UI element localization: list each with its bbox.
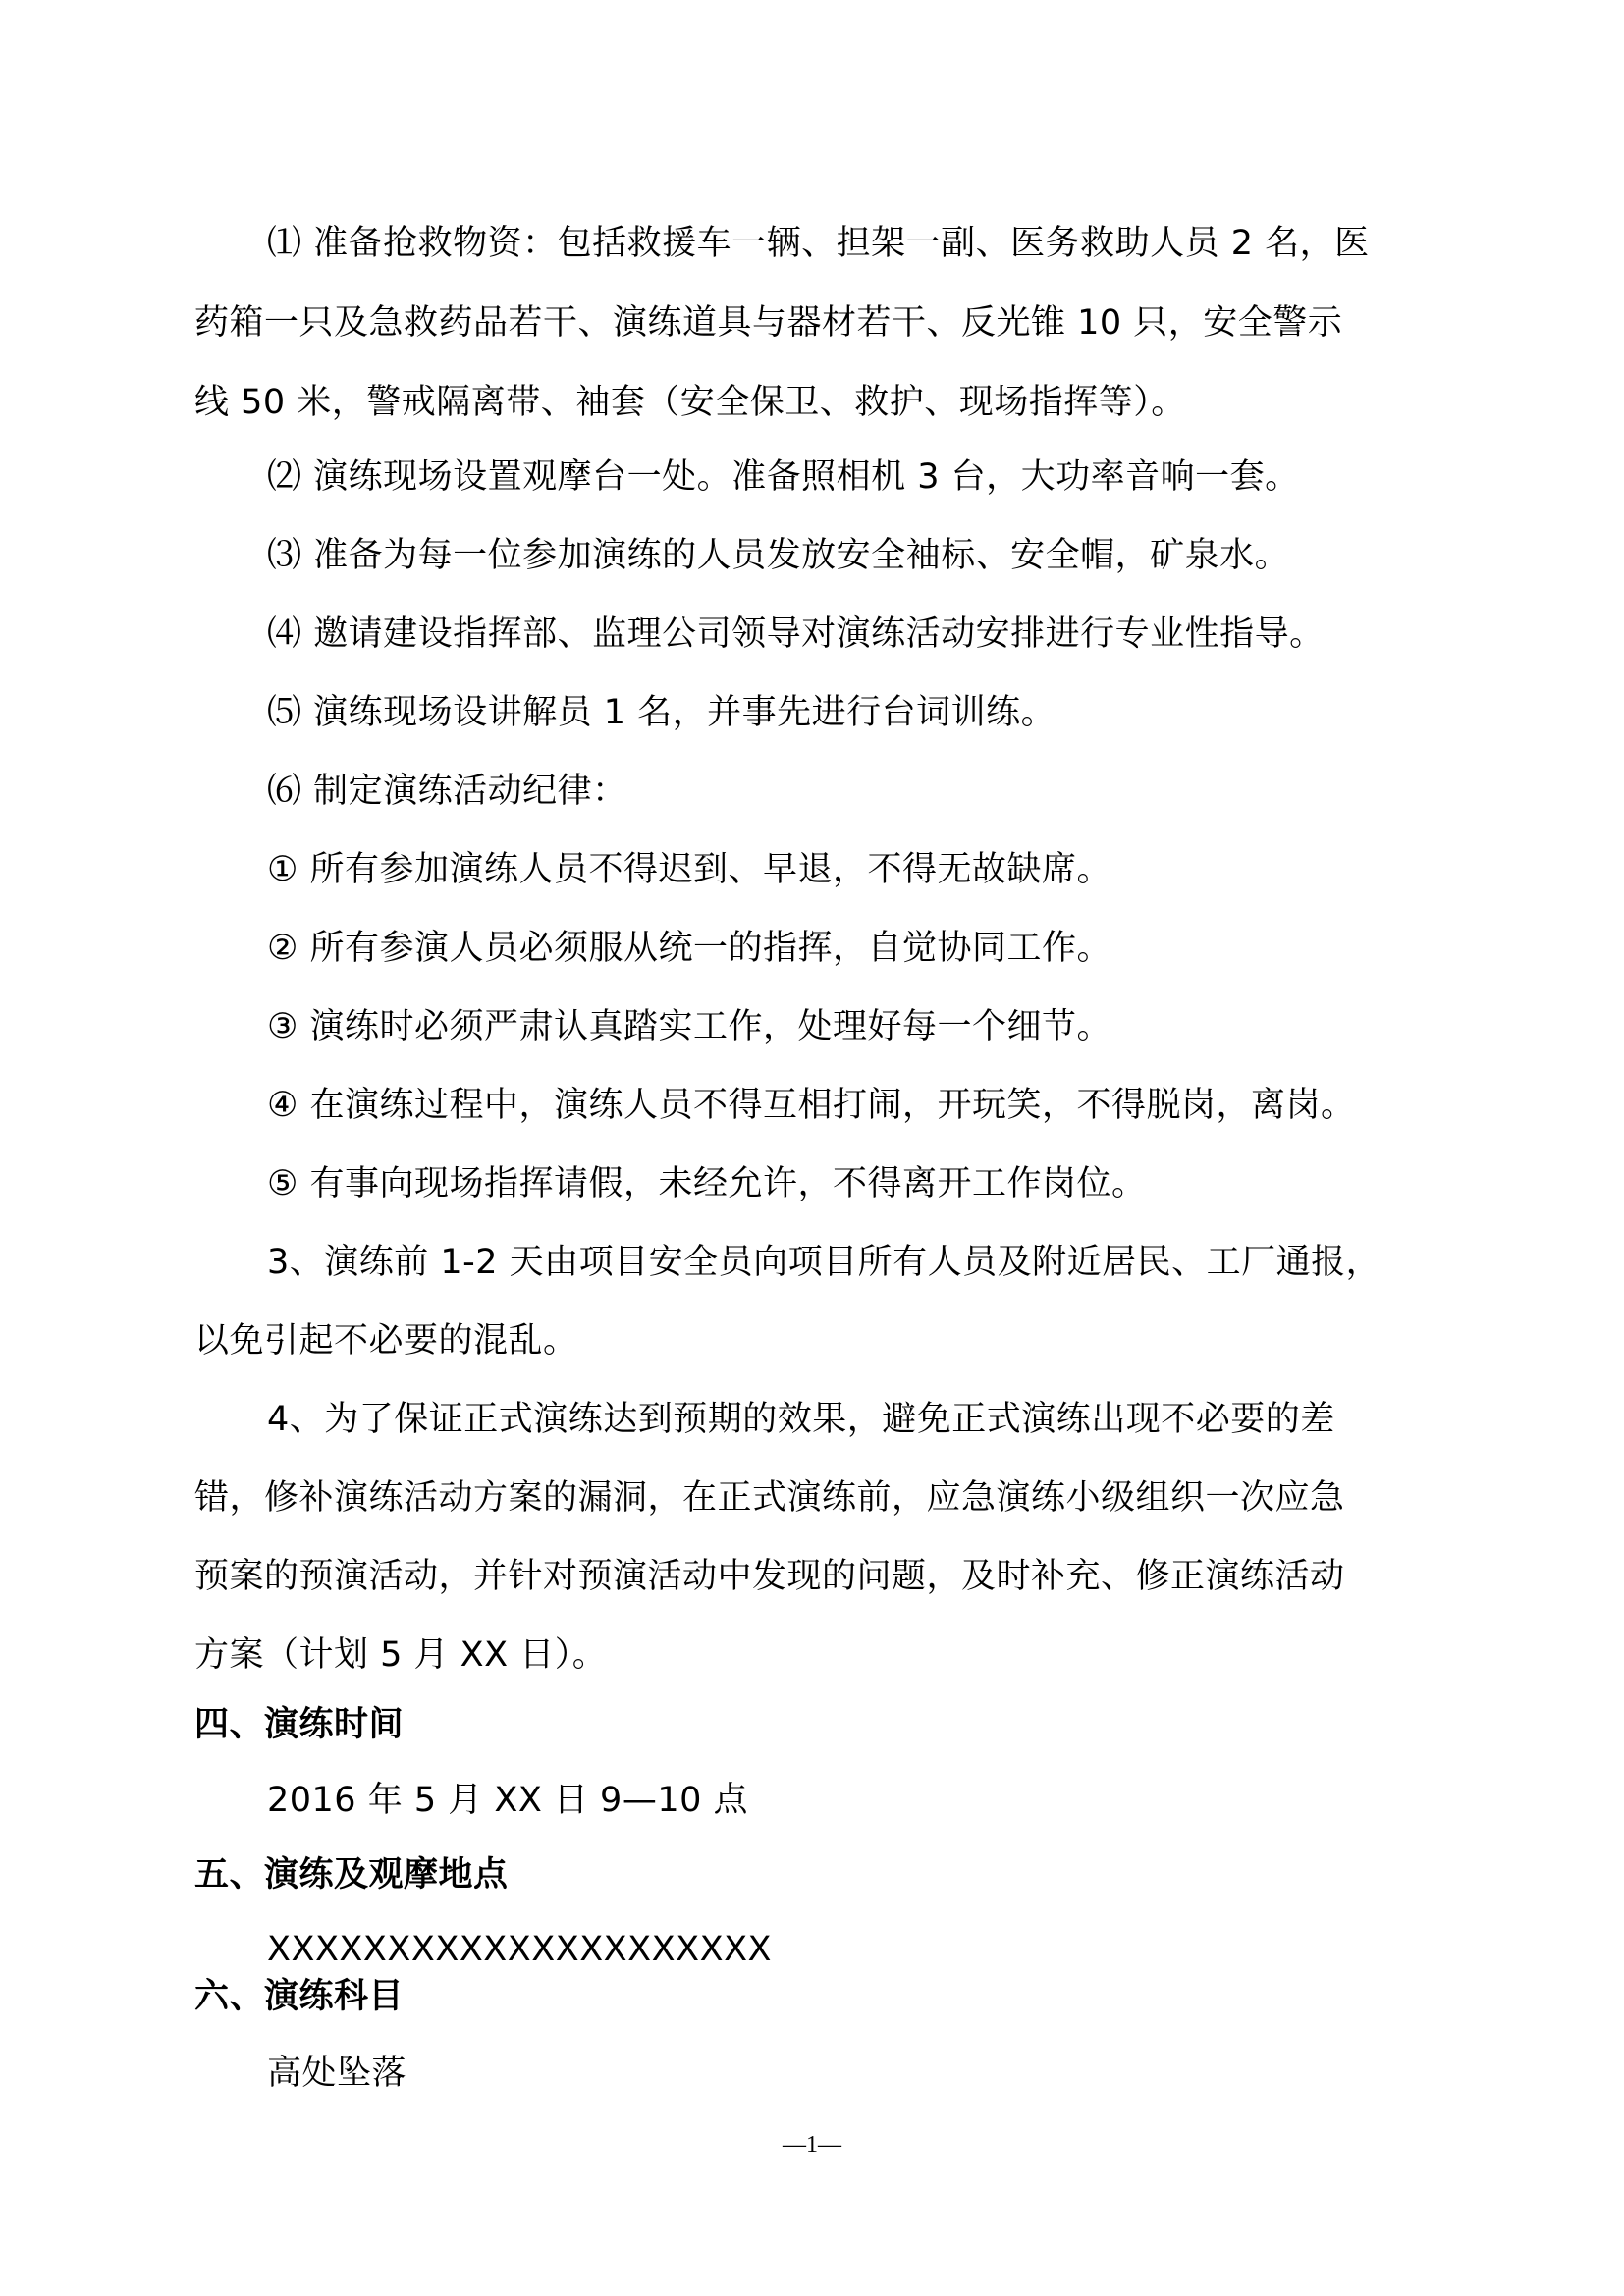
section-heading-subject: 六、演练科目	[194, 1977, 405, 2016]
item-4: ⑷ 邀请建设指挥部、监理公司领导对演练活动安排进行专业性指导。	[267, 614, 1325, 654]
section-heading-location: 五、演练及观摩地点	[194, 1855, 509, 1895]
section-content-location: XXXXXXXXXXXXXXXXXXXXX	[267, 1930, 773, 1969]
point-4-line-3: 预案的预演活动，并针对预演活动中发现的问题，及时补充、修正演练活动	[194, 1557, 1345, 1596]
section-heading-time: 四、演练时间	[194, 1705, 405, 1744]
point-4-line-1: 4、为了保证正式演练达到预期的效果，避免正式演练出现不必要的差	[267, 1400, 1335, 1439]
point-3-line-1: 3、演练前 1-2 天由项目安全员向项目所有人员及附近居民、工厂通报，	[267, 1243, 1381, 1282]
rule-4: ④ 在演练过程中，演练人员不得互相打闹，开玩笑，不得脱岗，离岗。	[267, 1086, 1356, 1125]
item-1-line-3: 线 50 米，警戒隔离带、袖套（安全保卫、救护、现场指挥等）。	[194, 383, 1186, 422]
item-1-line-2: 药箱一只及急救药品若干、演练道具与器材若干、反光锥 10 只，安全警示	[194, 303, 1343, 343]
point-4-line-2: 错，修补演练活动方案的漏洞，在正式演练前，应急演练小级组织一次应急	[194, 1478, 1345, 1518]
item-6: ⑹ 制定演练活动纪律：	[267, 772, 627, 811]
rule-3: ③ 演练时必须严肃认真踏实工作，处理好每一个细节。	[267, 1007, 1112, 1046]
page-number: —1—	[783, 2132, 841, 2158]
rule-1: ① 所有参加演练人员不得迟到、早退，不得无故缺席。	[267, 850, 1112, 889]
item-1-line-1: ⑴ 准备抢救物资：包括救援车一辆、担架一副、医务救助人员 2 名，医	[267, 224, 1370, 263]
item-3: ⑶ 准备为每一位参加演练的人员发放安全袖标、安全帽，矿泉水。	[267, 536, 1290, 575]
point-3-line-2: 以免引起不必要的混乱。	[194, 1321, 578, 1361]
rule-5: ⑤ 有事向现场指挥请假，未经允许，不得离开工作岗位。	[267, 1164, 1147, 1203]
rule-2: ② 所有参演人员必须服从统一的指挥，自觉协同工作。	[267, 929, 1112, 968]
item-5: ⑸ 演练现场设讲解员 1 名，并事先进行台词训练。	[267, 693, 1056, 732]
section-content-time: 2016 年 5 月 XX 日 9—10 点	[267, 1781, 748, 1820]
item-2: ⑵ 演练现场设置观摩台一处。准备照相机 3 台，大功率音响一套。	[267, 457, 1300, 497]
section-content-subject: 高处坠落	[267, 2054, 407, 2093]
point-4-line-4: 方案（计划 5 月 XX 日）。	[194, 1635, 608, 1675]
